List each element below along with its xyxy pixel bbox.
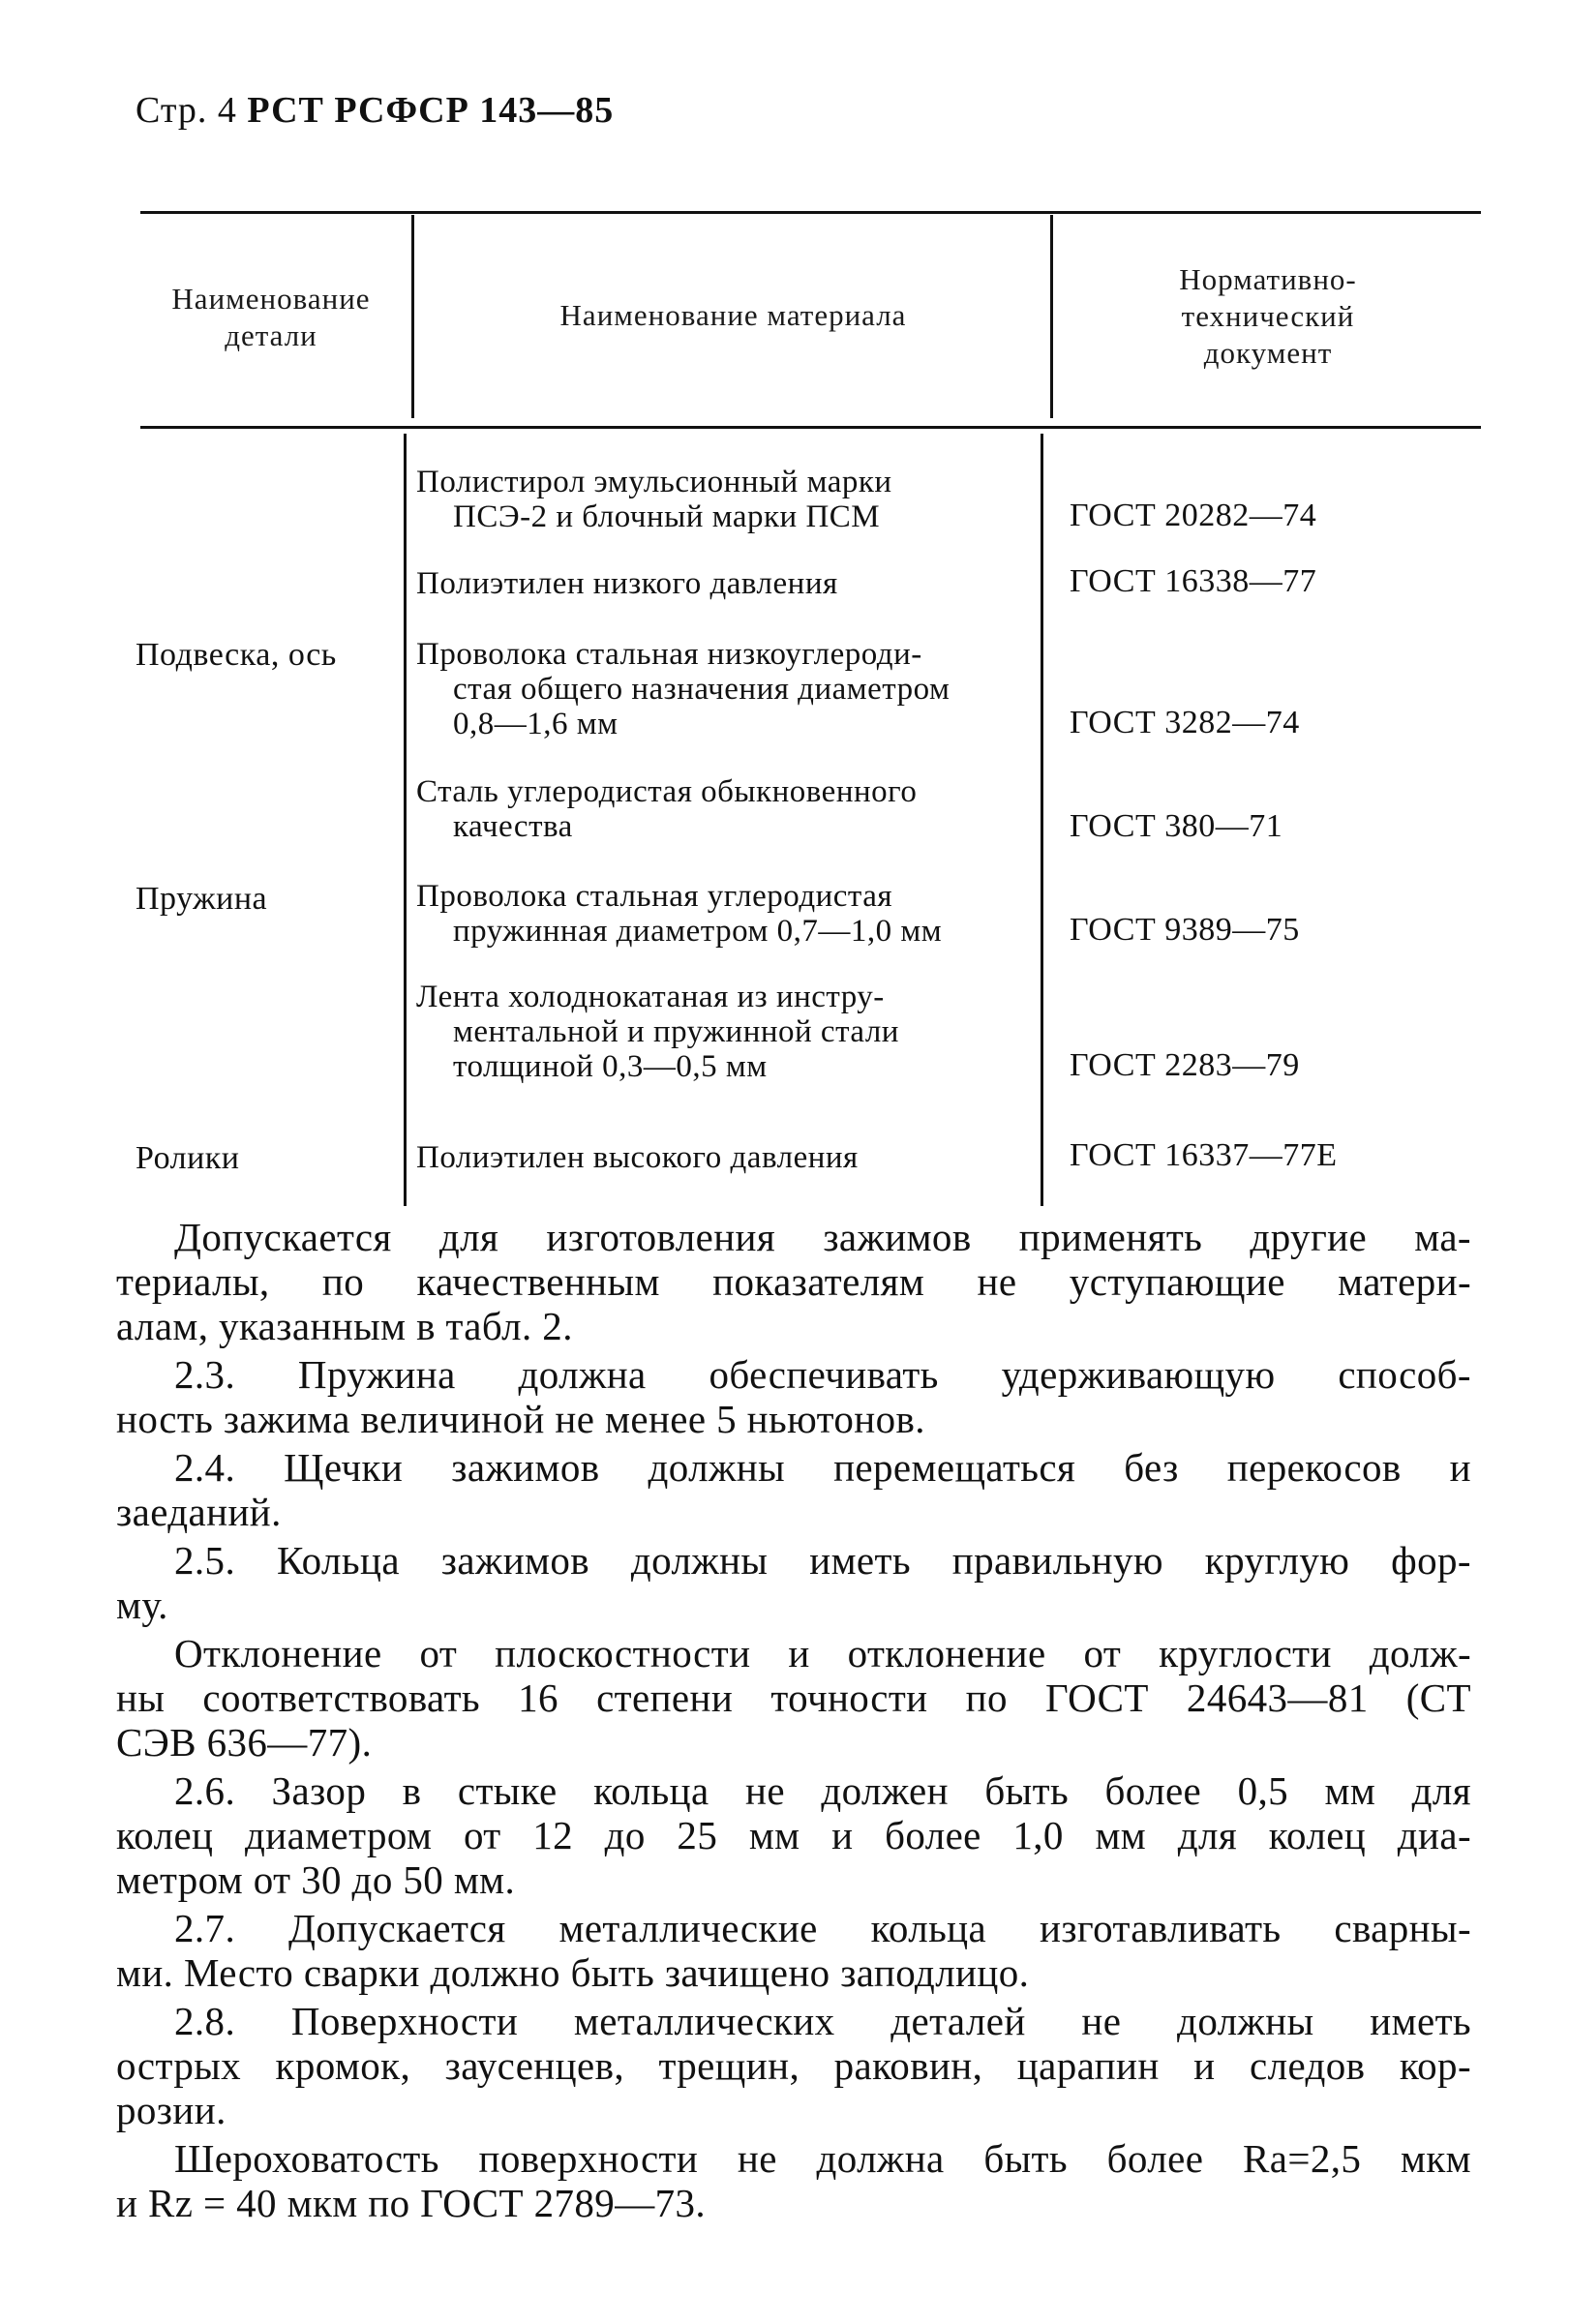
document-ref: ГОСТ 9389—75	[1070, 912, 1300, 948]
header-line: детали	[225, 318, 317, 352]
document-ref: ГОСТ 16338—77	[1070, 563, 1317, 599]
material-line: пружинная диаметром 0,7—1,0 мм	[453, 914, 943, 949]
material-line: Полистирол эмульсионный марки	[416, 465, 892, 499]
text-line: Допускается для изготовления зажимов применять другие ма-	[174, 1215, 1471, 1259]
table-row	[416, 637, 950, 741]
material-line: качества	[453, 809, 573, 844]
text-line: Отклонение от плоскостности и отклонение от круглости долж-	[174, 1631, 1471, 1675]
text-line: и Rz = 40 мкм по ГОСТ 2789—73.	[116, 2181, 707, 2225]
header-line: технический	[1181, 299, 1355, 333]
text-line: острых кромок, заусенцев, трещин, раковин, царапин и следов кор-	[116, 2043, 1471, 2088]
table-divider-2	[1050, 215, 1053, 418]
text-line: колец диаметром от 12 до 25 мм и более 1,0 мм для колец диа-	[116, 1813, 1471, 1857]
standard-designation: РСТ РСФСР 143—85	[247, 90, 615, 131]
document-ref: ГОСТ 16337—77Е	[1070, 1137, 1338, 1173]
text-line: Шероховатость поверхности не должна быть более Ra=2,5 мкм	[174, 2136, 1471, 2181]
material-line: Проволока стальная углеродистая	[416, 879, 893, 914]
material-line: Сталь углеродистая обыкновенного	[416, 774, 918, 809]
paragraph-roughness	[116, 2136, 1471, 2225]
header-line: Наименование	[171, 282, 371, 316]
column-header-material	[416, 297, 1050, 334]
clause-2-6	[116, 1768, 1471, 1902]
text-line: метром от 30 до 50 мм.	[116, 1857, 516, 1902]
text-line: розии.	[116, 2088, 226, 2132]
material-line: Полиэтилен высокого давления	[416, 1140, 859, 1175]
paragraph-alternatives	[116, 1215, 1471, 1348]
document-ref: ГОСТ 20282—74	[1070, 498, 1317, 533]
document-ref: ГОСТ 380—71	[1070, 808, 1283, 844]
material-line: Проволока стальная низкоуглероди-	[416, 637, 922, 672]
material-line: 0,8—1,6 мм	[453, 707, 619, 741]
text-line: териалы, по качественным показателям не уступающие матери-	[116, 1259, 1471, 1304]
header-line: Наименование материала	[559, 298, 907, 332]
text-line: 2.5. Кольца зажимов должны иметь правильную круглую фор-	[174, 1538, 1471, 1583]
text-line: 2.6. Зазор в стыке кольца не должен быть более 0,5 мм для	[174, 1768, 1471, 1813]
material-line: Полиэтилен низкого давления	[416, 566, 838, 601]
table-divider-1-body	[404, 434, 407, 1206]
column-header-part	[136, 281, 407, 354]
part-name: Подвеска, ось	[136, 637, 337, 673]
material-line: стая общего назначения диаметром	[453, 672, 950, 707]
text-line: 2.3. Пружина должна обеспечивать удерживающую способ-	[174, 1352, 1471, 1397]
text-line: алам, указанным в табл. 2.	[116, 1304, 573, 1348]
table-top-rule	[140, 211, 1481, 214]
material-line: ПСЭ-2 и блочный марки ПСМ	[453, 499, 881, 534]
material-line: ментальной и пружинной стали	[453, 1014, 899, 1049]
document-ref: ГОСТ 2283—79	[1070, 1047, 1300, 1083]
text-line: заеданий.	[116, 1490, 282, 1534]
body-text	[116, 1215, 1471, 2225]
table-header-rule	[140, 426, 1481, 429]
clause-2-4	[116, 1445, 1471, 1534]
material-line: толщиной 0,3—0,5 мм	[453, 1049, 768, 1084]
page-number: Стр. 4	[136, 90, 237, 131]
document-ref: ГОСТ 3282—74	[1070, 705, 1300, 740]
text-line: 2.7. Допускается металлические кольца изготавливать сварны-	[174, 1906, 1471, 1950]
table-row	[416, 1140, 859, 1175]
text-line: му.	[116, 1583, 168, 1627]
part-name: Ролики	[136, 1140, 240, 1176]
table-row	[416, 465, 892, 534]
column-header-document	[1055, 261, 1481, 372]
part-name: Пружина	[136, 881, 268, 917]
text-line: 2.8. Поверхности металлических деталей не должны иметь	[174, 1999, 1471, 2043]
table-divider-1	[411, 215, 414, 418]
clause-2-7	[116, 1906, 1471, 1995]
text-line: ны соответствовать 16 степени точности по ГОСТ 24643—81 (СТ	[116, 1675, 1471, 1720]
table-divider-2-body	[1041, 434, 1043, 1206]
clause-2-5	[116, 1538, 1471, 1627]
paragraph-deviation	[116, 1631, 1471, 1765]
table-row	[416, 774, 917, 844]
clause-2-8	[116, 1999, 1471, 2132]
table-row	[416, 566, 838, 601]
table-row	[416, 879, 942, 949]
text-line: ми. Место сварки должно быть зачищено заподлицо.	[116, 1950, 1030, 1995]
header-line: Нормативно-	[1179, 262, 1357, 296]
text-line: 2.4. Щечки зажимов должны перемещаться без перекосов и	[174, 1445, 1471, 1490]
material-line: Лента холоднокатаная из инстру-	[416, 980, 885, 1014]
text-line: СЭВ 636—77).	[116, 1720, 373, 1765]
header-line: документ	[1203, 336, 1333, 370]
table-row	[416, 980, 899, 1084]
text-line: ность зажима величиной не менее 5 ньютонов.	[116, 1397, 925, 1441]
clause-2-3	[116, 1352, 1471, 1441]
